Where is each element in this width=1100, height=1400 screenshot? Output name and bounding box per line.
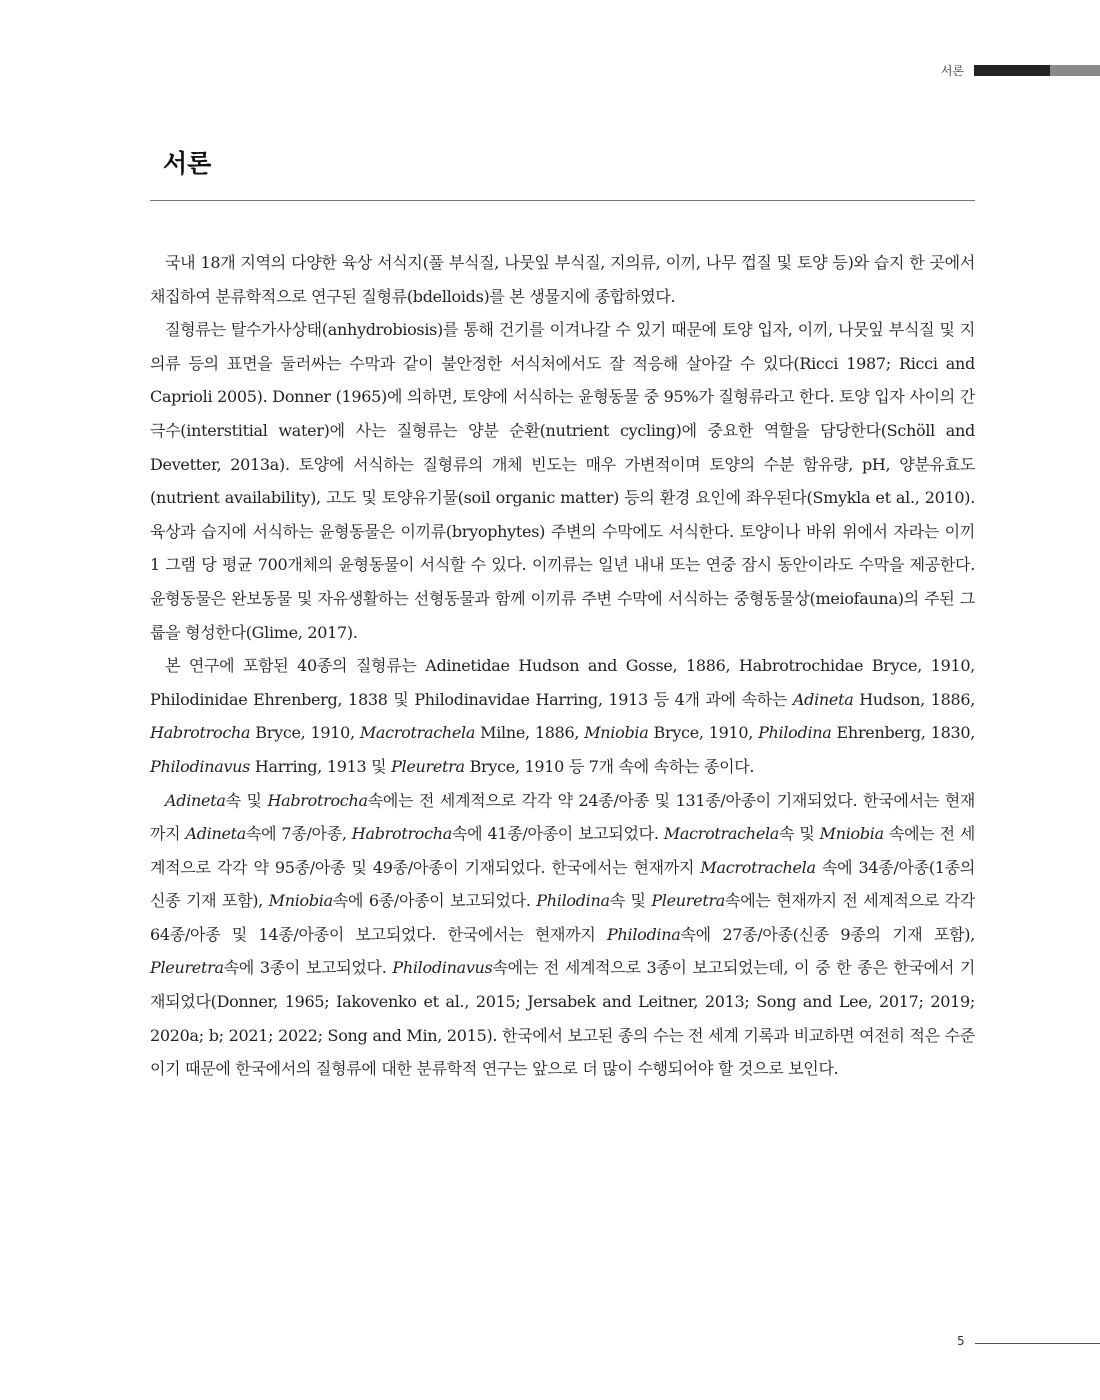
running-header-label: 서론 xyxy=(940,63,964,78)
genus-name: Adineta xyxy=(792,689,854,709)
genus-name: Habrotrocha xyxy=(267,790,368,810)
genus-name: Philodina xyxy=(758,723,832,743)
genus-name: Philodinavus xyxy=(150,756,251,776)
genus-name: Pleuretra xyxy=(651,891,726,911)
paragraph-1: 국내 18개 지역의 다양한 육상 서식지(풀 부식질, 나뭇잎 부식질, 지의류, 이끼, 나무 껍질 및 토양 등)와 습지 한 곳에서 채집하여 분류학적으로 연구된 질형류(bdelloids)를 본 생물지에 종합하였다. xyxy=(150,253,975,306)
text-run: 속에 41종/아종이 보고되었다. xyxy=(452,824,664,844)
text-run: 속 및 xyxy=(225,790,268,810)
text-run: 속에 3종이 보고되었다. xyxy=(223,958,393,978)
text-run: Bryce, 1910, xyxy=(648,723,759,743)
text-run: 속에 7종/아종, xyxy=(246,824,352,844)
genus-name: Philodinavus xyxy=(392,958,493,978)
text-run: 속 및 xyxy=(779,824,820,844)
genus-name: Pleuretra xyxy=(391,756,465,776)
paragraph-3 xyxy=(150,649,975,783)
text-run: Harring, 1913 및 xyxy=(250,756,392,776)
text-run: Ehrenberg, 1830, xyxy=(831,723,975,743)
body-text xyxy=(150,246,975,1086)
text-run: 속에는 현재까지 전 세계적으로 각각 64종/아종 및 14종/아종이 보고되었다. 한국에서는 현재까지 xyxy=(150,891,975,944)
genus-name: Philodina xyxy=(536,891,610,911)
genus-name: Adineta xyxy=(185,824,246,844)
footer-rule xyxy=(975,1343,1100,1344)
text-run: Hudson, 1886, xyxy=(853,689,976,709)
genus-name: Mniobia xyxy=(584,723,649,743)
header-bar-grey xyxy=(1050,65,1100,76)
header-bar-dark xyxy=(974,65,1050,76)
text-run: 속에는 전 세계적으로 각각 약 95종/아종 및 49종/아종이 기재되었다. 한국에서는 현재까지 xyxy=(150,824,976,877)
text-run: 속에 6종/아종이 보고되었다. xyxy=(332,891,537,911)
genus-name: Adineta xyxy=(165,790,226,810)
running-header xyxy=(941,62,1100,78)
genus-name: Habrotrocha xyxy=(351,824,453,844)
text-run: 속에 34종/아종(1종의 신종 기재 포함), xyxy=(150,857,975,911)
text-run: Bryce, 1910 등 7개 속에 속하는 종이다. xyxy=(464,756,755,776)
genus-name: Philodina xyxy=(607,924,681,944)
genus-name: Habrotrocha xyxy=(150,723,251,743)
text-run: 속에는 전 세계적으로 각각 약 24종/아종 및 131종/아종이 기재되었다. 한국에서는 현재까지 xyxy=(150,790,975,844)
title-divider xyxy=(150,200,975,201)
text-run: Milne, 1886, xyxy=(475,723,585,743)
text-run: 본 연구에 포함된 40종의 질형류는 Adinetidae Hudson and Gosse, 1886, Habrotrochidae Bryce, 1910, Philodinidae Ehrenberg, 1838 및 Philodinavidae Harring, 1913 등 4개 과에 속하는 xyxy=(150,656,975,709)
paragraph-4 xyxy=(150,784,975,1086)
genus-name: Mniobia xyxy=(268,891,333,911)
paragraph-2: 질형류는 탈수가사상태(anhydrobiosis)를 통해 건기를 이겨나갈 수 있기 때문에 토양 입자, 이끼, 나뭇잎 부식질 및 지의류 등의 표면을 둘러싸는 수막과 같이 불안정한 서식처에서도 잘 적응해 살아갈 수 있다(Ricci 1987; Ricci and Caprioli 2005). Donner (1965)에 의하면, 토양에 서식하는 윤형동물 중 95%가 질형류라고 한다. 토양 입자 사이의 간극수(interstitial water)에 사는 질형류는 양분 순환(nutrient cycling)에 중요한 역할을 담당한다(Schöll and Devetter, 2013a). 토양에 서식하는 질형류의 개체 빈도는 매우 가변적이며 토양의 수분 함유량, pH, 양분유효도(nutrient availability), 고도 및 토양유기물(soil organic matter) 등의 환경 요인에 좌우된다(Smykla et al., 2010). 육상과 습지에 서식하는 윤형동물은 이끼류(bryophytes) 주변의 수막에도 서식한다. 토양이나 바위 위에서 자라는 이끼 1 그램 당 평균 700개체의 윤형동물이 서식할 수 있다. 이끼류는 일년 내내 또는 연중 잠시 동안이라도 수막을 제공한다. 윤형동물은 완보동물 및 자유생활하는 선형동물과 함께 이끼류 주변 수막에 서식하는 중형동물상(meiofauna)의 주된 그룹을 형성한다(Glime, 2017). xyxy=(150,320,975,642)
genus-name: Mniobia xyxy=(819,824,884,844)
text-run: 속에는 전 세계적으로 3종이 보고되었는데, 이 중 한 종은 한국에서 기재되었다(Donner, 1965; Iakovenko et al., 2015; Jersabek and Leitner, 2013; Song and Lee, 2017; 2019; 2020a; b; 2021; 2022; Song and Min, 2015). 한국에서 보고된 종의 수는 전 세계 기록과 비교하면 여전히 적은 수준이기 때문에 한국에서의 질형류에 대한 분류학적 연구는 앞으로 더 많이 수행되어야 할 것으로 보인다. xyxy=(150,958,975,1079)
genus-name: Macrotrachela xyxy=(700,857,816,877)
genus-name: Macrotrachela xyxy=(359,723,476,743)
genus-name: Macrotrachela xyxy=(663,824,780,844)
genus-name: Pleuretra xyxy=(150,958,224,978)
text-run: Bryce, 1910, xyxy=(250,723,360,743)
text-run: 속 및 xyxy=(609,891,652,911)
page-title: 서론 xyxy=(163,149,212,178)
text-run: 속에 27종/아종(신종 9종의 기재 포함), xyxy=(680,924,976,944)
page-number: 5 xyxy=(957,1334,965,1348)
